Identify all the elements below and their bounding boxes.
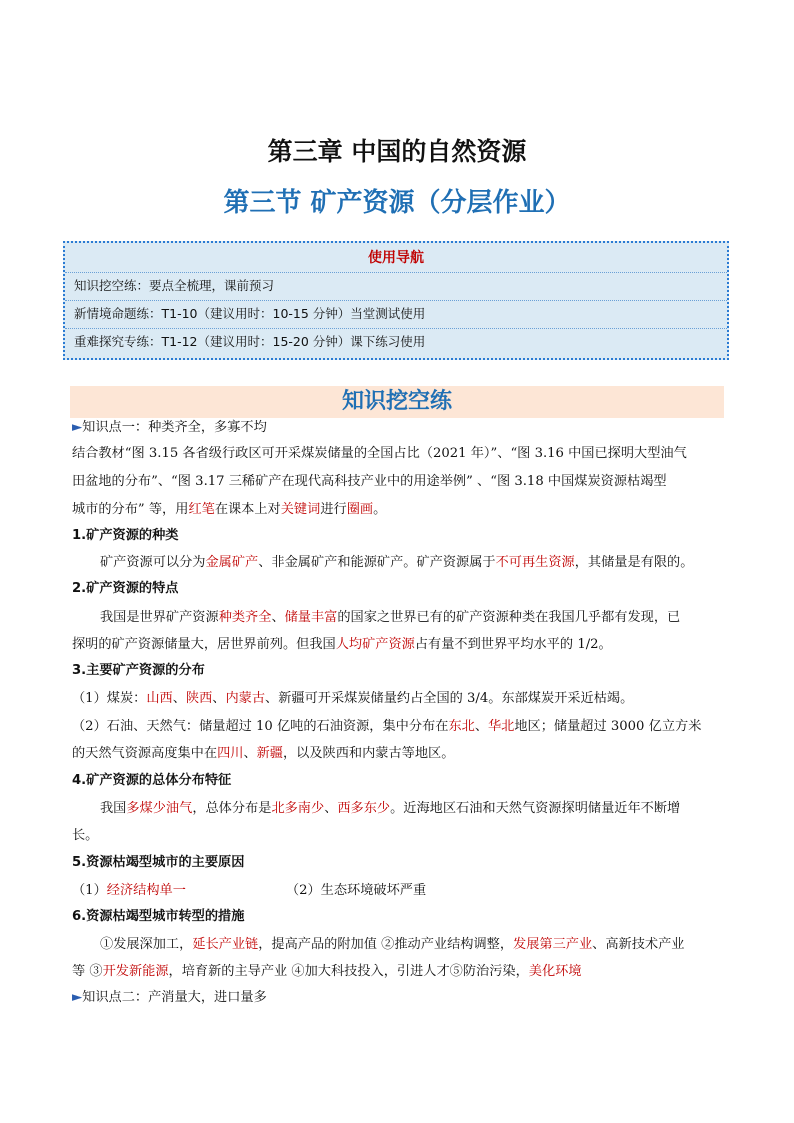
paragraph-line — [72, 799, 760, 819]
keyword: 经济结构单一 — [106, 883, 186, 898]
text: 。 — [373, 502, 387, 517]
knowledge-point-heading — [72, 418, 732, 438]
keyword: 金属矿产 — [205, 555, 259, 570]
triangle-marker-icon: ► — [72, 990, 83, 1005]
keyword: 种类齐全 — [218, 610, 272, 625]
keyword: 发展第三产业 — [513, 937, 593, 952]
nav-row: 知识挖空练：要点全梳理，课前预习 — [74, 278, 275, 293]
text: 的国家之世界已有的矿产资源种类在我国几乎都有发现，已 — [337, 610, 681, 625]
text: （1）煤炭： — [72, 691, 147, 706]
text: ，以及陕西和内蒙古等地区。 — [283, 746, 455, 761]
text: 城市的分布” 等，用 — [72, 502, 189, 517]
text: 。近海地区石油和天然气资源探明储量近年不断增 — [390, 801, 681, 816]
knowledge-point-label: 知识点二：产消量大，进口量多 — [82, 990, 267, 1005]
text: 地区；储量超过 3000 亿立方米 — [514, 719, 702, 734]
keyword: 储量丰富 — [284, 610, 338, 625]
text: 、 — [172, 691, 186, 706]
paragraph-line — [72, 881, 732, 901]
keyword: 新疆 — [256, 746, 283, 761]
text: ，总体分布是 — [192, 801, 272, 816]
keyword: 美化环境 — [528, 964, 582, 979]
paragraph-line — [72, 935, 760, 955]
subheading: 3.主要矿产资源的分布 — [72, 663, 205, 678]
text: 占有量不到世界平均水平的 1/2。 — [414, 637, 612, 652]
keyword: 东北 — [448, 719, 475, 734]
chapter-title: 第三章 中国的自然资源 — [267, 137, 527, 166]
keyword: 开发新能源 — [102, 964, 169, 979]
keyword: 西多东少 — [337, 801, 391, 816]
triangle-marker-icon: ► — [72, 420, 83, 435]
paragraph-line: 长。 — [72, 828, 99, 843]
paragraph-line — [72, 717, 732, 737]
keyword: 山西 — [146, 691, 173, 706]
paragraph-line — [72, 553, 760, 573]
text: ①发展深加工， — [100, 937, 193, 952]
keyword: 北多南少 — [271, 801, 325, 816]
keyword: 陕西 — [185, 691, 213, 706]
intro-line — [72, 500, 732, 520]
paragraph-line — [72, 962, 732, 982]
nav-divider — [65, 272, 727, 273]
keyword: 红笔 — [188, 502, 215, 517]
subheading: 4.矿产资源的总体分布特征 — [72, 773, 232, 788]
text: 的天然气资源高度集中在 — [72, 746, 218, 761]
text: ，培育新的主导产业 ④加大科技投入，引进人才⑤防治污染， — [168, 964, 529, 979]
text: （2）生态环境破坏严重 — [285, 883, 427, 898]
text: 在课本上对 — [214, 502, 281, 517]
text: 我国是世界矿产资源 — [100, 610, 219, 625]
section-title: 第三节 矿产资源（分层作业） — [223, 188, 571, 218]
nav-row: 重难探究专练：T1-12（建议用时：15-20 分钟）课下练习使用 — [74, 334, 426, 349]
text: 、非金属矿产和能源矿产。矿产资源属于 — [258, 555, 496, 570]
text: 、 — [243, 746, 257, 761]
intro-line: 结合教材“图 3.15 各省级行政区可开采煤炭储量的全国占比（2021 年）”、“图 3.16 中国已探明大型油气 — [72, 446, 687, 461]
nav-title: 使用导航 — [368, 250, 424, 266]
usage-navigation-box — [63, 241, 729, 360]
paragraph-line — [72, 608, 760, 628]
keyword: 内蒙古 — [225, 691, 266, 706]
text: 、 — [212, 691, 226, 706]
keyword: 人均矿产资源 — [335, 637, 415, 652]
paragraph-line — [72, 635, 732, 655]
subheading: 2.矿产资源的特点 — [72, 581, 179, 596]
text: 、 — [271, 610, 285, 625]
subheading: 6.资源枯竭型城市转型的措施 — [72, 909, 245, 924]
nav-row: 新情境命题练：T1-10（建议用时：10-15 分钟）当堂测试使用 — [74, 306, 426, 321]
subheading: 5.资源枯竭型城市的主要原因 — [72, 855, 245, 870]
nav-divider — [65, 300, 727, 301]
text: ，提高产品的附加值 ②推动产业结构调整， — [258, 937, 514, 952]
keyword: 圈画 — [346, 502, 374, 517]
text: 、 — [324, 801, 338, 816]
text: （1） — [72, 883, 107, 898]
keyword: 关键词 — [280, 502, 321, 517]
nav-divider — [65, 328, 727, 329]
keyword: 华北 — [488, 719, 515, 734]
keyword: 多煤少油气 — [126, 801, 193, 816]
text: 、 — [474, 719, 488, 734]
text: 我国 — [100, 801, 127, 816]
text: ，其储量是有限的。 — [574, 555, 694, 570]
keyword: 延长产业链 — [192, 937, 259, 952]
text: 进行 — [320, 502, 347, 517]
subheading: 1.矿产资源的种类 — [72, 528, 179, 543]
text: 、高新技术产业 — [592, 937, 685, 952]
intro-line: 田盆地的分布”、“图 3.17 三稀矿产在现代高科技产业中的用途举例” 、“图 3.18 中国煤炭资源枯竭型 — [72, 474, 667, 489]
paragraph-line — [72, 689, 732, 709]
text: 、新疆可开采煤炭储量约占全国的 3/4。东部煤炭开采近枯竭。 — [265, 691, 634, 706]
keyword: 不可再生资源 — [495, 555, 575, 570]
text: （2）石油、天然气：储量超过 10 亿吨的石油资源，集中分布在 — [72, 719, 449, 734]
paragraph-line — [72, 744, 732, 764]
section-banner: 知识挖空练 — [70, 386, 724, 418]
knowledge-point-label: 知识点一：种类齐全，多寡不均 — [82, 420, 267, 435]
text: 探明的矿产资源储量大，居世界前列。但我国 — [72, 637, 336, 652]
text: 等 ③ — [72, 964, 103, 979]
keyword: 四川 — [217, 746, 244, 761]
text: 矿产资源可以分为 — [100, 555, 206, 570]
knowledge-point-heading — [72, 988, 732, 1008]
